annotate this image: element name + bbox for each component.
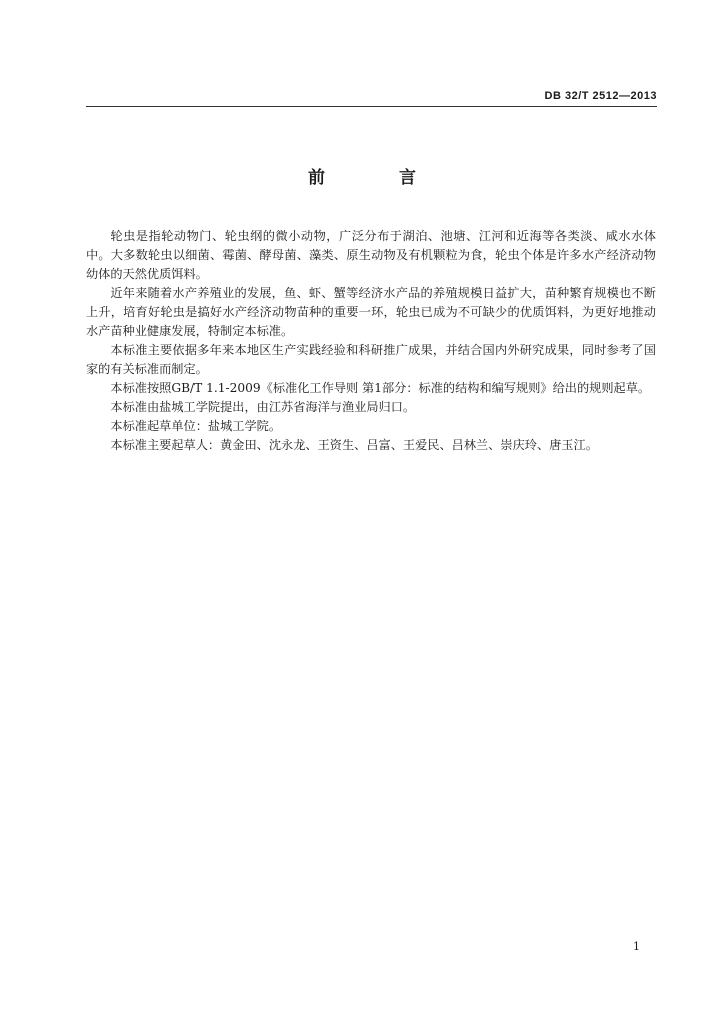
foreword-body xyxy=(86,227,656,455)
paragraph-drafters: 本标准主要起草人：黄金田、沈永龙、王资生、吕富、王爱民、吕林兰、崇庆玲、唐玉江。 xyxy=(110,438,598,452)
page-title: 前 言 xyxy=(308,168,450,188)
page-number: 1 xyxy=(633,940,640,953)
paragraph-drafting-unit: 本标准起草单位：盐城工学院。 xyxy=(110,419,282,433)
paragraph-drafting-rules: 本标准按照GB/T 1.1-2009《标准化工作导则 第1部分：标准的结构和编写规则》给出的规则起草。 xyxy=(110,381,651,395)
paragraph-basis: 本标准主要依据多年来本地区生产实践经验和科研推广成果，并结合国内外研究成果，同时参考了国家的有关标准而制定。 xyxy=(86,343,656,376)
header-rule xyxy=(86,106,657,107)
standard-code: DB 32/T 2512—2013 xyxy=(544,90,657,102)
paragraph-background: 近年来随着水产养殖业的发展，鱼、虾、蟹等经济水产品的养殖规模日益扩大，苗种繁育规模也不断上升，培育好轮虫是搞好水产经济动物苗种的重要一环，轮虫已成为不可缺少的优质饵料，为更好地推动水产苗种业健康发展，特制定本标准。 xyxy=(86,286,656,338)
paragraph-intro: 轮虫是指轮动物门、轮虫纲的微小动物，广泛分布于湖泊、池塘、江河和近海等各类淡、咸水水体中。大多数轮虫以细菌、霉菌、酵母菌、藻类、原生动物及有机颗粒为食，轮虫个体是许多水产经济动物幼体的天然优质饵料。 xyxy=(86,229,656,281)
paragraph-proposer: 本标准由盐城工学院提出，由江苏省海洋与渔业局归口。 xyxy=(110,400,416,414)
